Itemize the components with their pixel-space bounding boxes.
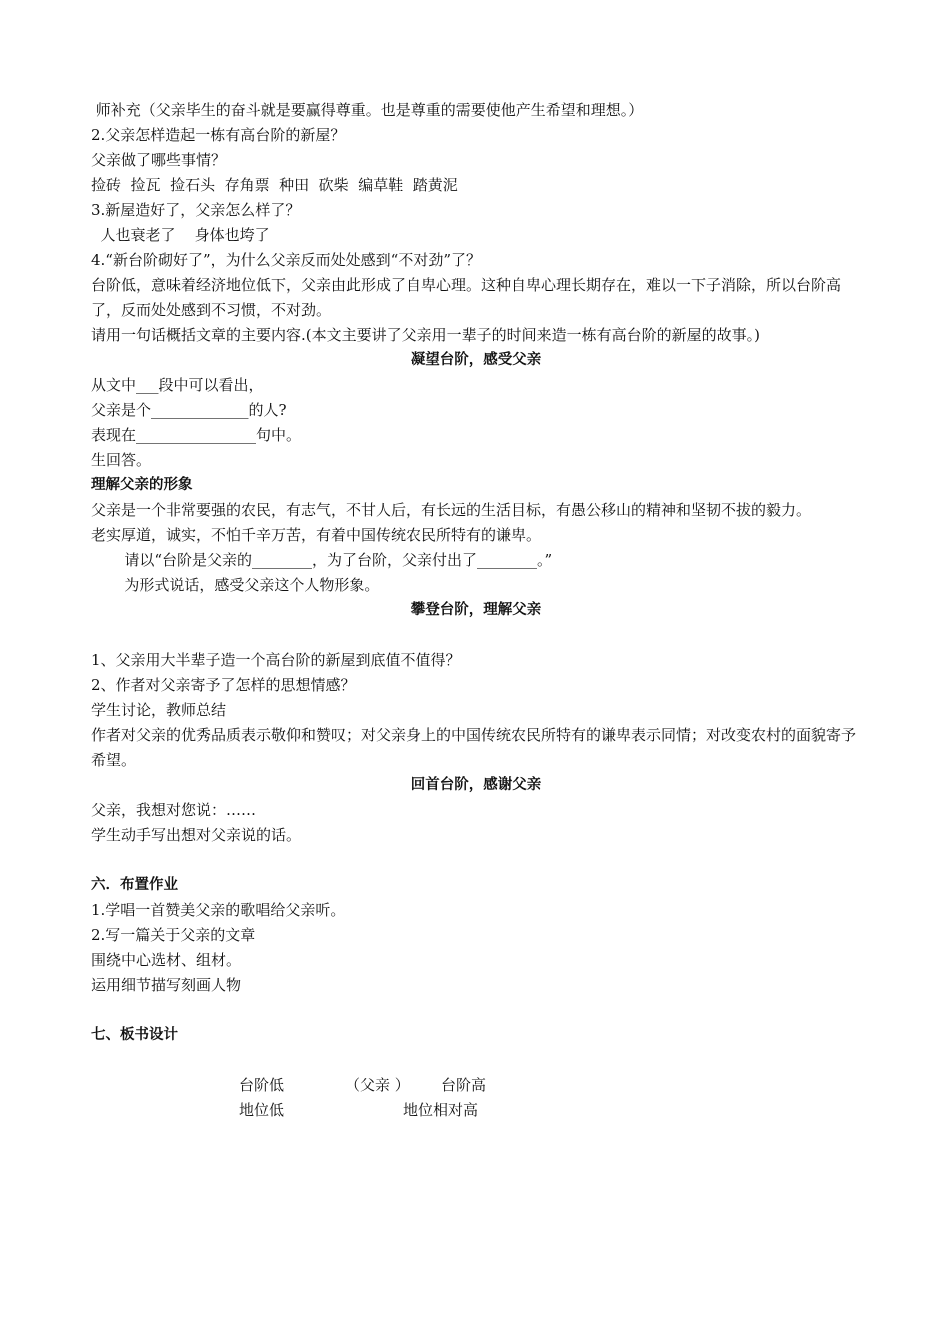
question-4: 4.“新台阶砌好了”，为什么父亲反而处处感到“不对劲”了？ xyxy=(91,251,481,269)
subheading-father-image: 理解父亲的形象 xyxy=(91,477,193,493)
climb-question-1: 1、父亲用大半辈子造一个高台阶的新屋到底值不值得？ xyxy=(91,651,461,669)
summary-prompt: 请用一句话概括文章的主要内容.(本文主要讲了父亲用一辈子的时间来造一栋有高台阶的新屋的故事。) xyxy=(91,326,760,344)
discussion-note: 学生讨论，教师总结 xyxy=(91,701,227,719)
spacer xyxy=(91,848,861,873)
document-page xyxy=(91,98,861,1123)
board-status-higher: 地位相对高 xyxy=(403,1101,479,1119)
answer-3: 人也衰老了 身体也垮了 xyxy=(91,226,270,244)
homework-2-tip-1: 围绕中心选材、组材。 xyxy=(91,951,242,969)
board-design xyxy=(91,1073,861,1123)
fill-paragraph: 从文中___段中可以看出， xyxy=(91,376,264,394)
homework-2-tip-2: 运用细节描写刻画人物 xyxy=(91,976,242,994)
answer-4: 台阶低，意味着经济地位低下，父亲由此形成了自卑心理。这种自卑心理长期存在，难以一下子消除，所以台阶高了，反而处处感到不习惯，不对劲。 xyxy=(91,276,842,319)
board-design-heading: 七、板书设计 xyxy=(91,1027,178,1043)
spacer xyxy=(91,998,861,1023)
teacher-supplement: 师补充（父亲毕生的奋斗就是要赢得尊重。也是尊重的需要使他产生希望和理想。） xyxy=(91,101,644,119)
homework-1: 1.学唱一首赞美父亲的歌唱给父亲听。 xyxy=(91,901,346,919)
board-father: （父亲 ） xyxy=(345,1076,410,1094)
father-image-1: 父亲是一个非常要强的农民，有志气，不甘人后，有长远的生活目标，有愚公移山的精神和坚韧不拔的毅力。 xyxy=(91,501,812,519)
section-heading-climb: 攀登台阶，理解父亲 xyxy=(410,602,542,618)
write-to-father: 学生动手写出想对父亲说的话。 xyxy=(91,826,302,844)
climb-question-2: 2、作者对父亲寄予了怎样的思想情感？ xyxy=(91,676,356,694)
father-image-2: 老实厚道，诚实，不怕千辛万苦，有着中国传统农民所特有的谦卑。 xyxy=(91,526,542,544)
board-status-low: 地位低 xyxy=(239,1101,285,1119)
homework-2: 2.写一篇关于父亲的文章 xyxy=(91,926,256,944)
board-step-high: 台阶高 xyxy=(441,1076,487,1094)
spacer xyxy=(91,1048,861,1073)
question-2-sub: 父亲做了哪些事情？ xyxy=(91,151,227,169)
father-actions: 捡砖 捡瓦 捡石头 存角票 种田 砍柴 编草鞋 踏黄泥 xyxy=(91,176,458,194)
homework-heading: 六．布置作业 xyxy=(91,877,178,893)
fill-shown-in: 表现在________________句中。 xyxy=(91,426,302,444)
section-heading-gaze: 凝望台阶，感受父亲 xyxy=(410,352,542,368)
speaking-prompt: 请以“台阶是父亲的________，为了台阶，父亲付出了________。” xyxy=(91,551,553,569)
speaking-prompt-2: 为形式说话，感受父亲这个人物形象。 xyxy=(91,576,380,594)
student-answer: 生回答。 xyxy=(91,451,152,469)
question-3: 3.新屋造好了，父亲怎么样了？ xyxy=(91,201,301,219)
fill-father-is: 父亲是个_____________的人? xyxy=(91,401,287,419)
author-feelings: 作者对父亲的优秀品质表示敬仰和赞叹；对父亲身上的中国传统农民所特有的谦卑表示同情；对改变农村的面貌寄予希望。 xyxy=(91,726,857,769)
board-step-low: 台阶低 xyxy=(239,1076,285,1094)
section-heading-look-back: 回首台阶，感谢父亲 xyxy=(410,777,542,793)
question-2: 2.父亲怎样造起一栋有高台阶的新屋？ xyxy=(91,126,346,144)
spacer xyxy=(91,623,861,648)
say-to-father: 父亲，我想对您说：…… xyxy=(91,801,257,819)
